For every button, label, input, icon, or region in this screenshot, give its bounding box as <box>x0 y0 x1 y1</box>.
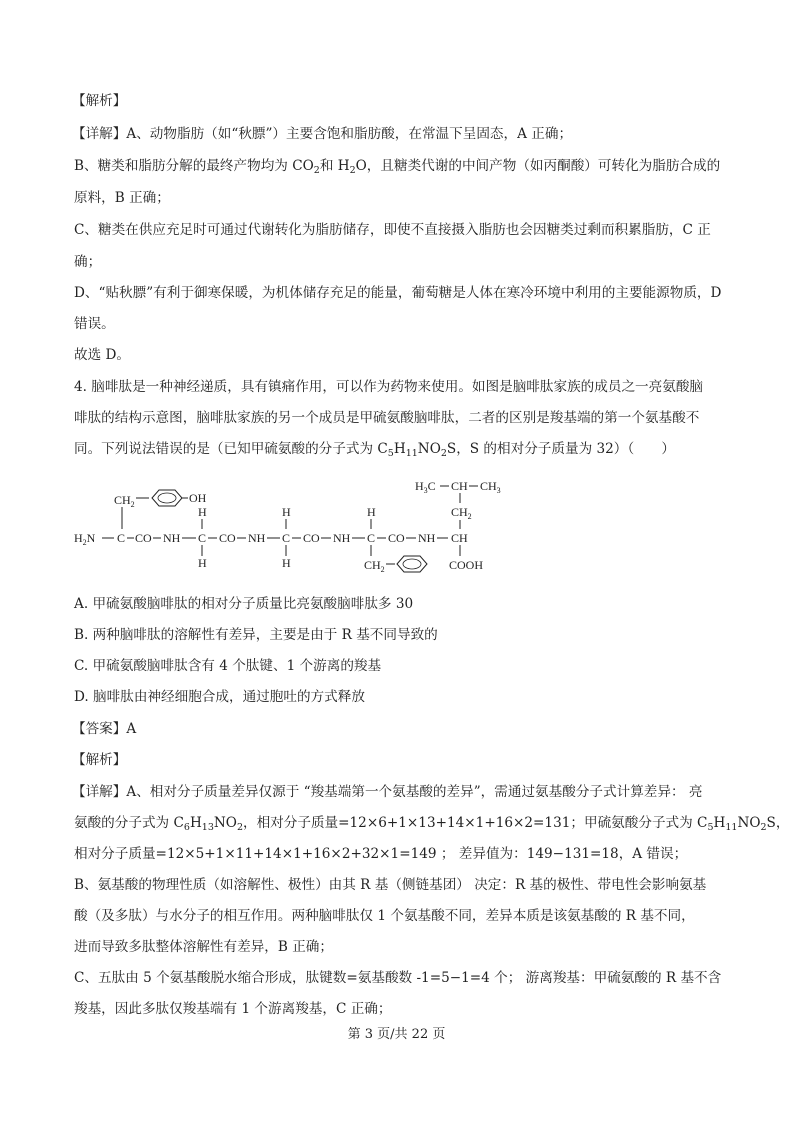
detail-d-line2: 错误。 <box>74 316 115 332</box>
page-footer: 第 3 页/共 22 页 <box>347 1027 446 1042</box>
option-b: B. 两种脑啡肽的溶解性有差异，主要是由于 R 基不同导致的 <box>74 627 438 643</box>
svg-text:C: C <box>367 531 376 545</box>
option-d: D. 脑啡肽由神经细胞合成，通过胞吐的方式释放 <box>74 689 365 705</box>
option-c: C. 甲硫氨酸脑啡肽含有 4 个肽键、1 个游离的羧基 <box>74 658 382 674</box>
question-line1: 4. 脑啡肽是一种神经递质，具有镇痛作用，可以作为药物来使用。如图是脑啡肽家族的成员之一亮氨酸脑 <box>74 379 704 395</box>
answer-label: 【答案】A <box>72 721 137 737</box>
answer-a-line3: 相对分子质量=12×5+1×11+14×1+16×2+32×1=149 ； 差异值为：149−131=18，A 错误； <box>74 846 688 862</box>
answer-a-line2: 氨酸的分子式为 $C_6H_{13}NO_2$，相对分子质量=12×6+1×13+14×1+16×2=131；甲硫氨酸分子式为 $C_5H_{11}NO_2S$， <box>74 815 790 833</box>
detail-d-line1: D、“贴秋膘”有利于御寒保暖，为机体储存充足的能量，葡萄糖是人体在寒冷环境中利用的主要能源物质，D <box>74 285 722 301</box>
answer-b-line3: 进而导致多肽整体溶解性有差异，B 正确； <box>74 939 333 955</box>
svg-text:C: C <box>282 531 291 545</box>
svg-text:CH2: $CH_2$ <box>114 493 135 509</box>
svg-text:H: H <box>198 556 207 570</box>
answer-c-line1: C、五肽由 5 个氨基酸脱水缩合形成，肽键数=氨基酸数 -1=5−1=4 个； 游离羧基：甲硫氨酸的 R 基不含 <box>74 970 722 986</box>
benzene-ring-top <box>152 490 182 506</box>
choose-answer: 故选 D。 <box>74 347 131 363</box>
svg-text:CO: CO <box>388 531 405 545</box>
detail-b-line2: 原料，B 正确； <box>74 190 170 206</box>
question-line3: 同。下列说法错误的是（已知甲硫氨酸的分子式为 $C_5H_{11}NO_2S$，S 的相对分子质量为 32）（ ） <box>74 441 675 459</box>
svg-text:C: C <box>198 531 207 545</box>
svg-text:OH: OH <box>189 491 207 505</box>
svg-text:CO: CO <box>135 531 152 545</box>
svg-text:NH: NH <box>163 531 181 545</box>
detail-b-line1: B、糖类和脂肪分解的最终产物均为 $CO_2$和 $H_2O$，且糖类代谢的中间产物（如丙酮酸）可转化为脂肪合成的 <box>74 158 721 176</box>
svg-text:CO: CO <box>219 531 236 545</box>
svg-text:CH: CH <box>451 479 468 493</box>
answer-analysis-label: 【解析】 <box>72 752 127 768</box>
svg-text:H: H <box>367 505 376 519</box>
svg-text:H: H <box>198 505 207 519</box>
svg-text:CH: CH <box>451 531 468 545</box>
svg-text:H3C: $H_3C$ <box>415 479 436 495</box>
leu-enkephalin-structure <box>74 476 524 586</box>
svg-text:CO: CO <box>303 531 320 545</box>
detail-a-line: 【详解】A、动物脂肪（如“秋膘”）主要含饱和脂肪酸，在常温下呈固态，A 正确； <box>72 126 573 142</box>
question-line2: 啡肽的结构示意图，脑啡肽家族的另一个成员是甲硫氨酸脑啡肽，二者的区别是羧基端的第一个氨基酸不 <box>74 410 700 426</box>
option-a: A. 甲硫氨酸脑啡肽的相对分子质量比亮氨酸脑啡肽多 30 <box>74 596 414 612</box>
detail-c-line2: 确； <box>74 254 102 270</box>
svg-text:NH: NH <box>248 531 266 545</box>
svg-text:H2N: $H_2N$ <box>74 531 96 547</box>
answer-a-line1: 【详解】A、相对分子质量差异仅源于 “羧基端第一个氨基酸的差异”，需通过氨基酸分子式计算差异： 亮 <box>72 784 703 800</box>
svg-text:CH2: $CH_2$ <box>364 558 385 574</box>
svg-text:NH: NH <box>333 531 351 545</box>
answer-b-line1: B、氨基酸的物理性质（如溶解性、极性）由其 R 基（侧链基团） 决定：R 基的极性、带电性会影响氨基 <box>74 877 707 893</box>
benzene-ring-bottom <box>397 556 427 572</box>
svg-text:H: H <box>282 505 291 519</box>
answer-b-line2: 酸（及多肽）与水分子的相互作用。两种脑啡肽仅 1 个氨基酸不同，差异本质是该氨基酸的 R 基不同， <box>74 908 695 924</box>
svg-text:CH2: $CH_2$ <box>451 505 472 521</box>
svg-text:NH: NH <box>418 531 436 545</box>
svg-text:C: C <box>117 531 126 545</box>
answer-c-line2: 羧基，因此多肽仅羧基端有 1 个游离羧基，C 正确； <box>74 1001 392 1017</box>
svg-text:CH3: $CH_3$ <box>480 479 501 495</box>
svg-text:COOH: COOH <box>449 558 484 572</box>
detail-c-line1: C、糖类在供应充足时可通过代谢转化为脂肪储存，即使不直接摄入脂肪也会因糖类过剩而积累脂肪，C 正 <box>74 222 711 238</box>
analysis-label: 【解析】 <box>72 93 127 109</box>
svg-text:H: H <box>282 556 291 570</box>
